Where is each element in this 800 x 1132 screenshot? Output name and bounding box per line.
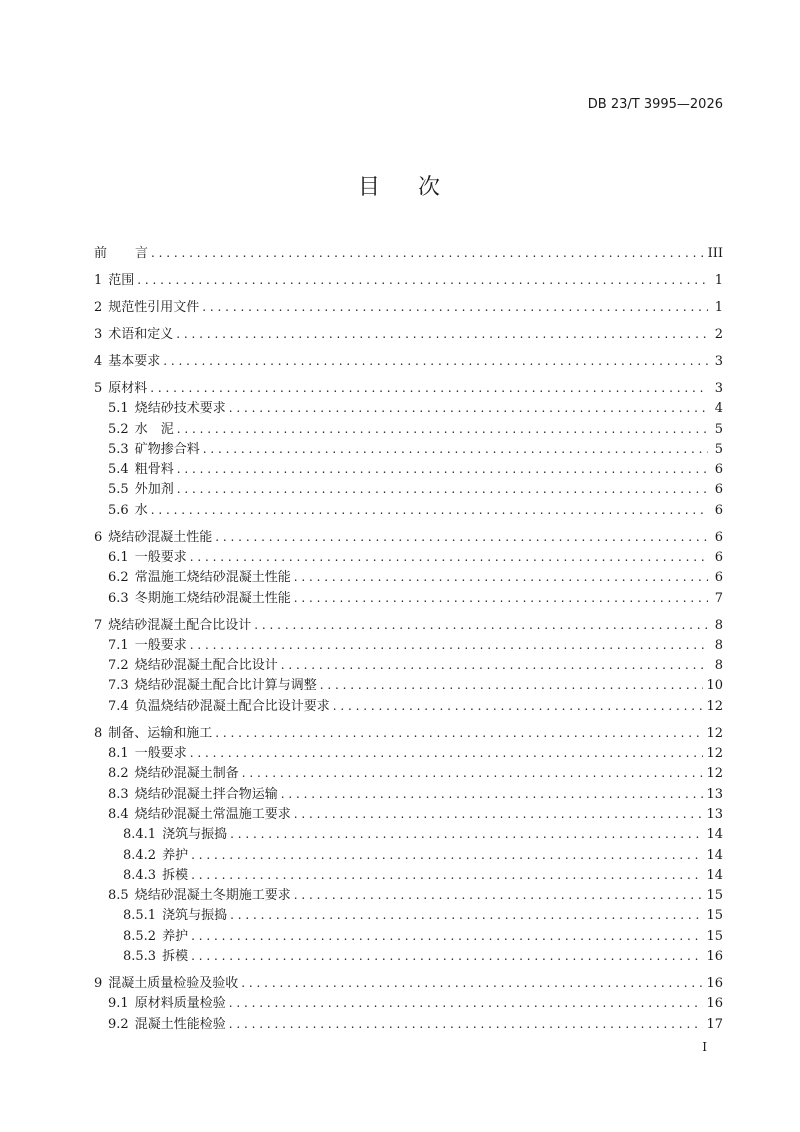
toc-entry-title: 烧结砂混凝土常温施工要求 [134,806,291,822]
toc-entry-page: 5 [714,441,723,457]
toc-entry-number: 7.4 [108,698,129,714]
toc-entry-title: 拆模 [162,949,189,964]
toc-entry-number: 5.6 [108,502,129,518]
toc-entry-title: 原材料 [108,380,148,396]
toc-entry[interactable] [94,723,723,743]
toc-entry[interactable] [94,865,723,885]
toc-entry-number: 6.1 [108,549,129,565]
toc-entry-title: 一般要求 [134,549,187,565]
toc-entry-page: 16 [706,949,723,964]
dot-leader [229,398,708,418]
dot-leader [333,696,704,716]
dot-leader [254,615,708,635]
toc-entry[interactable] [94,270,723,290]
toc-entry-number: 8 [94,725,103,741]
dot-leader [294,588,708,608]
toc-entry-number: 5 [94,380,103,396]
toc-entry[interactable] [94,479,723,499]
toc-entry[interactable] [94,743,723,763]
toc-entry-title: 外加剂 [134,482,174,498]
toc-entry-page: 2 [714,326,723,342]
toc-entry-number: 8.3 [108,786,129,802]
toc-entry-number: 7.2 [108,658,129,674]
toc-entry-title: 养护 [162,928,189,944]
toc-entry-page: 12 [706,725,723,741]
toc-entry-title: 烧结砂混凝土冬期施工要求 [134,888,291,904]
toc-entry-title: 烧结砂混凝土配合比设计 [108,617,252,633]
toc-entry-number: 8.4.2 [123,847,157,863]
toc-entry-title: 原材料质量检验 [134,996,226,1012]
toc-entry-title: 矿物掺合料 [134,441,200,457]
toc-entry[interactable] [94,500,723,520]
toc-entry[interactable] [94,763,723,783]
toc-entry-title: 粗骨料 [134,462,174,478]
toc-entry-title: 浇筑与振捣 [162,827,228,843]
dot-leader [177,419,708,439]
toc-entry-page: 6 [714,529,723,545]
dot-leader [202,297,708,317]
toc-entry-page: 5 [714,421,723,437]
dot-leader [281,655,708,675]
toc-entry[interactable] [94,845,723,865]
toc-entry-number: 8.2 [108,766,129,782]
toc-entry-title: 养护 [162,847,189,863]
toc-entry[interactable] [94,905,723,925]
dot-leader [230,824,703,844]
toc-heading-char-1: 目 [357,175,382,200]
toc-entry[interactable] [94,419,723,439]
toc-entry-page: 17 [706,1016,723,1032]
toc-entry-page: 10 [706,678,723,694]
toc-entry-page: 16 [706,975,723,991]
toc-entry[interactable] [94,635,723,655]
toc-entry-page: 14 [706,827,723,843]
toc-entry-page: 15 [706,888,723,904]
toc-entry[interactable] [94,993,723,1013]
toc-entry-page: 6 [714,482,723,498]
document-code: DB 23/T 3995—2026 [587,97,723,112]
toc-entry-title: 烧结砂混凝土拌合物运输 [134,786,278,802]
dot-leader [229,1014,704,1034]
dot-leader [163,351,708,371]
toc-heading [0,170,800,201]
toc-entry-page: 13 [706,786,723,802]
dot-leader [241,973,703,993]
toc-entry[interactable] [94,527,723,547]
toc-entry[interactable] [94,615,723,635]
toc-entry-number: 9.2 [108,1016,129,1032]
toc-entry-page: 15 [706,908,723,924]
toc-entry-page: 7 [714,590,723,606]
dot-leader [190,547,708,567]
toc-entry-title: 拆模 [162,867,189,883]
toc-entry-title: 烧结砂混凝土配合比计算与调整 [134,678,317,694]
dot-leader [190,635,708,655]
toc-entry-title: 规范性引用文件 [108,299,200,315]
table-of-contents [94,243,723,1034]
toc-entry[interactable] [94,1014,723,1034]
toc-entry-title: 浇筑与振捣 [162,908,228,924]
toc-entry[interactable] [94,378,723,398]
toc-entry[interactable] [94,696,723,716]
toc-entry-number: 9.1 [108,996,129,1012]
toc-entry-title: 常温施工烧结砂混凝土性能 [134,570,291,586]
dot-leader [190,743,704,763]
toc-entry-number: 3 [94,326,103,342]
toc-entry[interactable] [94,675,723,695]
toc-entry-title: 烧结砂混凝土配合比设计 [134,658,278,674]
toc-entry[interactable] [94,824,723,844]
toc-entry-number: 8.4.1 [123,827,157,843]
dot-leader [151,500,708,520]
toc-entry-number: 8.4 [108,806,129,822]
toc-entry-title: 范围 [108,272,135,288]
dot-leader [191,926,703,946]
dot-leader [230,905,703,925]
toc-entry-title: 负温烧结砂混凝土配合比设计要求 [134,698,330,714]
toc-entry-number: 5.2 [108,421,129,437]
toc-entry-title: 烧结砂技术要求 [134,401,226,417]
toc-entry-title: 水 泥 [134,421,174,437]
toc-entry-page: 14 [706,867,723,883]
dot-leader [294,804,704,824]
toc-entry-title: 冬期施工烧结砂混凝土性能 [134,590,291,606]
toc-entry-number: 1 [94,272,103,288]
toc-entry-number: 5.1 [108,401,129,417]
toc-entry-number: 8.5 [108,888,129,904]
dot-leader [151,243,705,263]
toc-entry-number: 8.4.3 [123,867,157,883]
toc-entry-page: 8 [714,617,723,633]
toc-entry[interactable] [94,885,723,905]
toc-entry[interactable] [94,784,723,804]
toc-entry-number: 6 [94,529,103,545]
toc-entry-number: 8.5.1 [123,908,157,924]
toc-entry-number: 2 [94,299,103,315]
dot-leader [281,784,704,804]
toc-entry[interactable] [94,588,723,608]
toc-entry[interactable] [94,655,723,675]
dot-leader [229,993,704,1013]
toc-entry-number: 4 [94,353,103,369]
toc-entry-title: 混凝土质量检验及验收 [108,975,239,991]
toc-entry-title: 烧结砂混凝土制备 [134,766,239,782]
toc-entry-page: 13 [706,806,723,822]
toc-entry[interactable] [94,297,723,317]
toc-entry-number: 8.5.3 [123,949,157,964]
page-number: I [702,1040,707,1054]
toc-entry-title: 术语和定义 [108,326,174,342]
toc-entry[interactable] [94,804,723,824]
toc-entry-page: 1 [714,299,723,315]
toc-entry-page: 16 [706,996,723,1012]
toc-entry-number: 5.5 [108,482,129,498]
toc-entry-page: 12 [706,766,723,782]
toc-entry-page: 14 [706,847,723,863]
toc-entry-preface[interactable] [94,243,723,263]
dot-leader [294,885,704,905]
toc-entry-page: 8 [714,637,723,653]
toc-entry-title: 基本要求 [108,353,161,369]
toc-entry-page: 3 [714,353,723,369]
toc-entry[interactable] [94,926,723,946]
dot-leader [191,946,703,966]
toc-entry[interactable] [94,946,723,966]
toc-entry-page: 6 [714,462,723,478]
dot-leader [176,324,708,344]
dot-leader [137,270,708,290]
toc-entry[interactable] [94,459,723,479]
dot-leader [177,459,708,479]
toc-entry-title: 烧结砂混凝土性能 [108,529,213,545]
toc-entry-title: 制备、运输和施工 [108,725,213,741]
toc-entry[interactable] [94,567,723,587]
toc-entry-number: 6.2 [108,570,129,586]
toc-entry-title: 水 [134,502,148,518]
toc-entry-page: 8 [714,658,723,674]
toc-entry-title: 一般要求 [134,746,187,762]
toc-entry-number: 5.4 [108,462,129,478]
toc-entry-page: 6 [714,502,723,518]
dot-leader [150,378,708,398]
dot-leader [215,527,708,547]
toc-entry-page: 6 [714,570,723,586]
toc-entry[interactable] [94,351,723,371]
toc-entry-page: 4 [714,401,723,417]
toc-entry-number: 7 [94,617,103,633]
dot-leader [294,567,708,587]
toc-entry-number: 7.1 [108,637,129,653]
dot-leader [215,723,703,743]
dot-leader [177,479,708,499]
toc-entry-page: III [707,246,723,261]
toc-entry-number: 8.5.2 [123,928,157,944]
toc-entry-page: 6 [714,549,723,565]
toc-entry-page: 3 [714,380,723,396]
toc-entry[interactable] [94,324,723,344]
dot-leader [242,763,704,783]
toc-entry-page: 12 [706,746,723,762]
toc-entry-page: 15 [706,928,723,944]
toc-entry[interactable] [94,398,723,418]
dot-leader [191,845,703,865]
dot-leader [191,865,703,885]
toc-entry-title: 混凝土性能检验 [134,1016,226,1032]
toc-entry-number: 6.3 [108,590,129,606]
toc-entry-number: 9 [94,975,103,991]
toc-entry-title: 一般要求 [134,637,187,653]
dot-leader [320,675,704,695]
toc-entry-number: 7.3 [108,678,129,694]
toc-entry[interactable] [94,439,723,459]
toc-heading-char-2: 次 [418,175,443,200]
toc-entry-number: 5.3 [108,441,129,457]
toc-entry[interactable] [94,973,723,993]
dot-leader [203,439,708,459]
toc-entry-page: 1 [714,272,723,288]
toc-entry-number: 8.1 [108,746,129,762]
toc-entry-title: 前 言 [94,246,149,261]
toc-entry[interactable] [94,547,723,567]
toc-entry-page: 12 [706,698,723,714]
